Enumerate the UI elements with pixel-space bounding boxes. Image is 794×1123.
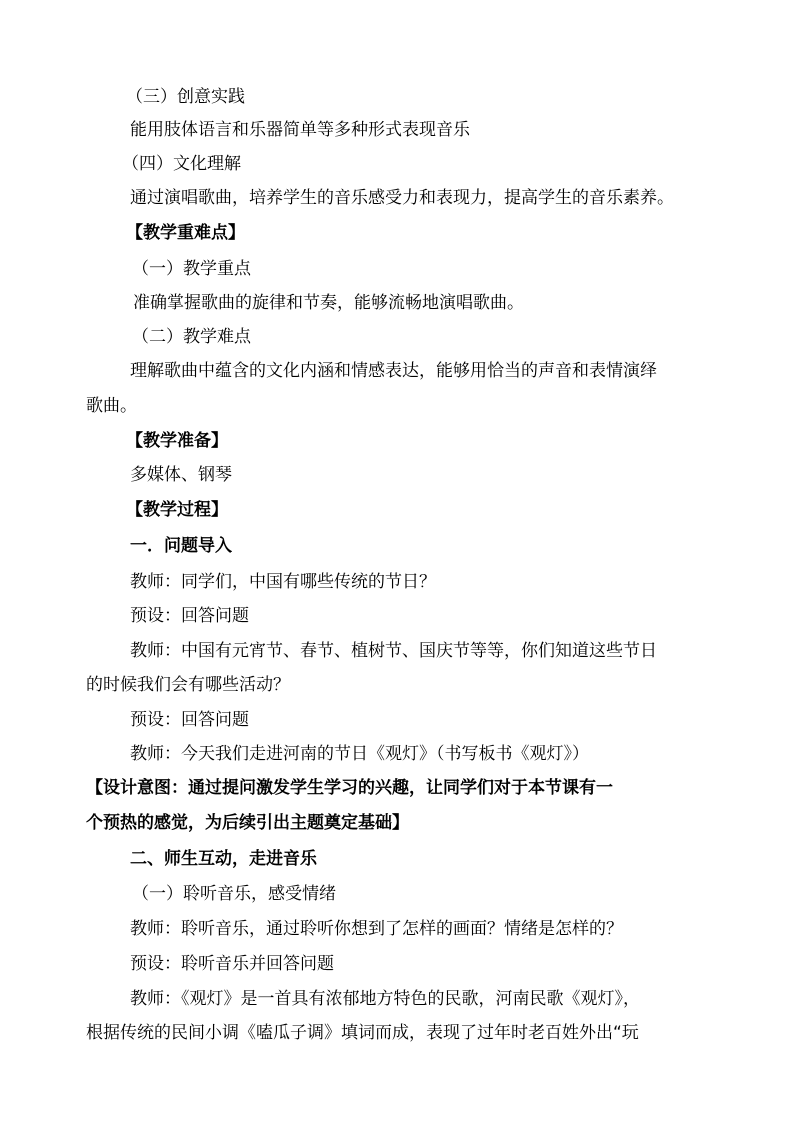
dialogue-preset-1: 预设：回答问题 <box>130 606 249 626</box>
paragraph-teaching-focus: 准确掌握歌曲的旋律和节奏，能够流畅地演唱歌曲。 <box>133 293 524 313</box>
design-intent-line1: 【设计意图：通过提问激发学生学习的兴趣，让同学们对于本节课有一 <box>86 778 613 798</box>
heading-teaching-difficulty: （二）教学难点 <box>132 327 251 347</box>
dialogue-preset-2: 预设：回答问题 <box>130 710 249 730</box>
heading-question-intro: 一．问题导入 <box>130 536 232 556</box>
design-intent-line2: 个预热的感觉，为后续引出主题奠定基础】 <box>86 813 409 833</box>
heading-creative-practice: （三）创意实践 <box>126 87 245 107</box>
dialogue-teacher-5-line1: 教师：《观灯》是一首具有浓郁地方特色的民歌，河南民歌《观灯》， <box>130 989 640 1009</box>
heading-teaching-focus: （一）教学重点 <box>132 259 251 279</box>
dialogue-teacher-1: 教师：同学们，中国有哪些传统的节日？ <box>130 572 436 592</box>
paragraph-cultural-understanding: 通过演唱歌曲，培养学生的音乐感受力和表现力，提高学生的音乐素养。 <box>130 188 674 208</box>
dialogue-teacher-2-line1: 教师：中国有元宵节、春节、植树节、国庆节等等，你们知道这些节日 <box>130 641 657 661</box>
paragraph-preparation: 多媒体、钢琴 <box>130 465 232 485</box>
dialogue-preset-3: 预设：聆听音乐并回答问题 <box>130 954 334 974</box>
paragraph-teaching-difficulty-line1: 理解歌曲中蕴含的文化内涵和情感表达，能够用恰当的声音和表情演绎 <box>130 361 657 381</box>
heading-listen-feel: （一）聆听音乐，感受情绪 <box>132 884 336 904</box>
heading-teacher-student-interaction: 二、师生互动，走进音乐 <box>130 849 317 869</box>
section-heading-preparation: 【教学准备】 <box>126 431 228 451</box>
dialogue-teacher-4: 教师：聆听音乐，通过聆听你想到了怎样的画面？情绪是怎样的？ <box>130 919 623 939</box>
heading-cultural-understanding: （四）文化理解 <box>122 154 241 174</box>
section-heading-key-points: 【教学重难点】 <box>126 223 245 243</box>
dialogue-teacher-2-line2: 的时候我们会有哪些活动？ <box>86 675 290 695</box>
dialogue-teacher-3: 教师：今天我们走进河南的节日《观灯》（书写板书《观灯》） <box>130 744 589 764</box>
section-heading-process: 【教学过程】 <box>126 500 228 520</box>
dialogue-teacher-5-line2: 根据传统的民间小调《嗑瓜子调》填词而成，表现了过年时老百姓外出“玩 <box>86 1023 639 1043</box>
paragraph-creative-practice: 能用肢体语言和乐器简单等多种形式表现音乐 <box>130 120 470 140</box>
paragraph-teaching-difficulty-line2: 歌曲。 <box>86 396 137 416</box>
